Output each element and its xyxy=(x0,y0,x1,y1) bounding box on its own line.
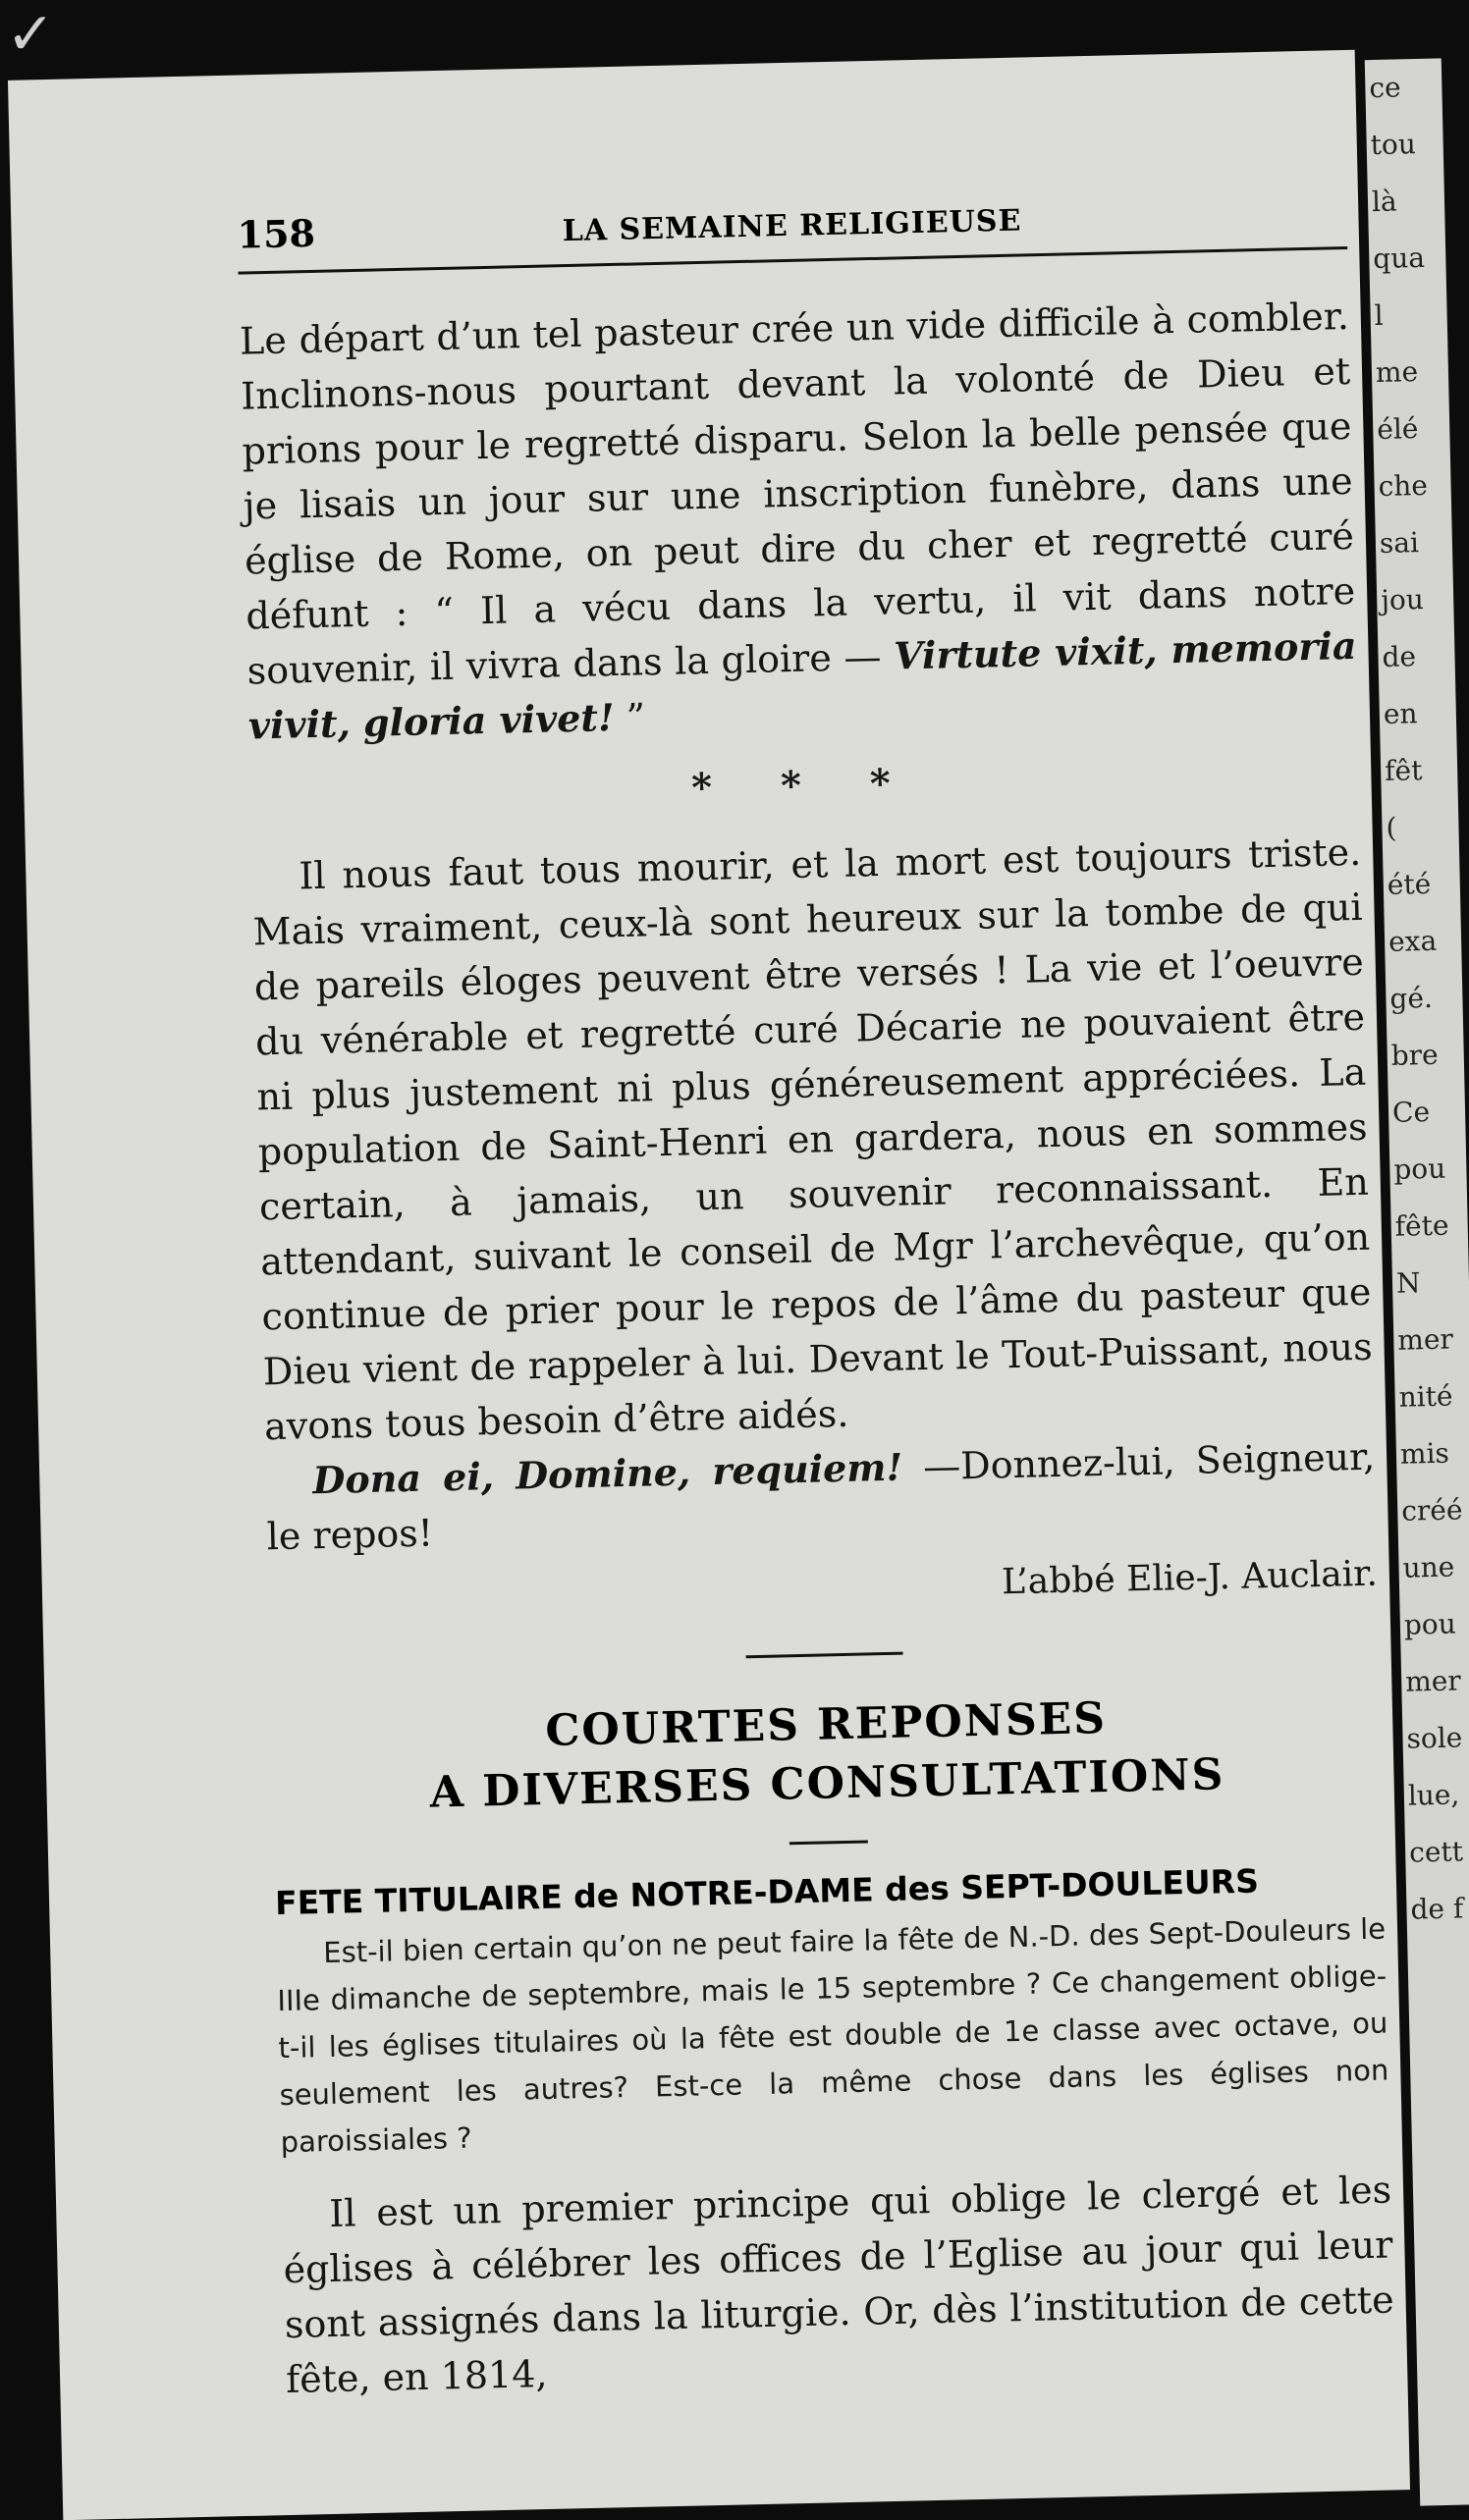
book-page xyxy=(8,50,1410,2520)
adjacent-page-fragment: là xyxy=(1371,185,1398,219)
adjacent-page-fragment: fête xyxy=(1394,1208,1449,1243)
adjacent-page-fragment: cett xyxy=(1408,1835,1464,1869)
check-mark-icon: ✓ xyxy=(6,0,56,69)
adjacent-page-fragment: bre xyxy=(1390,1038,1440,1072)
adjacent-page-fragment: de f xyxy=(1410,1892,1464,1926)
adjacent-page-fragment: ( xyxy=(1386,811,1397,844)
prayer-latin: Dona ei, Domine, requiem! xyxy=(311,1444,903,1503)
page-number: 158 xyxy=(237,210,316,257)
prayer-french: —Donnez-lui, Seigneur, le repos! xyxy=(266,1434,1376,1559)
adjacent-page-fragment: jou xyxy=(1380,582,1425,617)
adjacent-page-fragment: créé xyxy=(1400,1493,1463,1528)
adjacent-page-fragment: Ce xyxy=(1391,1095,1431,1129)
question-paragraph: Est-il bien certain qu’on ne peut faire la fête de N.-D. des Sept-Douleurs le IIIe dimanche de septembre, mais le 15 septembre ? Ce changement oblige-t-il les églises titulaires où la fête est double de 1e classe avec octave, ou seulement les autres? Est-ce la même chose dans les églises non paroissiales ? xyxy=(277,1911,1389,2160)
adjacent-page-fragment: che xyxy=(1378,468,1429,503)
adjacent-page-fragment: mer xyxy=(1396,1322,1454,1357)
adjacent-page-fragment: qua xyxy=(1372,241,1426,276)
adjacent-page-fragment: mer xyxy=(1404,1664,1462,1698)
adjacent-page-fragment: une xyxy=(1402,1550,1455,1584)
author-signature: L’abbé Elie-J. Auclair. xyxy=(1001,1553,1379,1603)
adjacent-page-fragment: sole xyxy=(1406,1721,1463,1755)
page-content xyxy=(237,188,1395,2407)
adjacent-page-fragment: élé xyxy=(1376,412,1419,447)
adjacent-page-fragment: me xyxy=(1375,355,1419,390)
adjacent-page-fragment: lue, xyxy=(1407,1778,1460,1812)
adjacent-page-fragment: l xyxy=(1374,298,1384,333)
adjacent-page-fragment: mis xyxy=(1399,1436,1450,1471)
running-title: LA SEMAINE RELIGIEUSE xyxy=(562,203,1022,249)
paragraph-1-text: Le départ d’un tel pasteur crée un vide difficile à combler. Inclinons-nous pourtant devant la volonté de Dieu et prions pour le regretté disparu. Selon la belle pensée que je lisais un jour sur une inscription funèbre, dans une église de Rome, on peut dire du cher et regretté curé défunt : “ Il a vécu dans la vertu, il vit dans notre souvenir, il vivra dans la gloire — xyxy=(239,294,1356,693)
paragraph-2: Il nous faut tous mourir, et la mort est toujours triste. Mais vraiment, ceux-là sont heureux sur la tombe de qui de pareils éloges peuvent être versés ! La vie et l’oeuvre du vénérable et regretté curé Décarie ne pouvaient être ni plus justement ni plus généreusement appréciées. La population de Saint-Henri en gardera, nous en sommes certain, à jamais, un souvenir reconnaissant. En attendant, suivant le conseil de Mgr l’archevêque, qu’on continue de prier pour le repos de l’âme du pasteur que Dieu vient de rappeler à lui. Devant le Tout-Puissant, nous avons tous besoin d’être aidés. xyxy=(252,830,1374,1449)
section-title-line-1: COURTES REPONSES xyxy=(544,1692,1108,1756)
answer-text xyxy=(282,2162,1396,2407)
closing-quote: ” xyxy=(614,695,646,740)
adjacent-page-fragment: exa xyxy=(1387,924,1438,958)
latin-epitaph: Virtute vixit, memoria vivit, gloria vivet! xyxy=(247,622,1357,748)
title-divider xyxy=(789,1840,868,1845)
adjacent-page-fragment: fêt xyxy=(1384,754,1423,787)
adjacent-page-fragment: pou xyxy=(1403,1607,1457,1641)
question-text xyxy=(276,1905,1390,2167)
section-divider xyxy=(746,1652,903,1659)
adjacent-page-fragment: tou xyxy=(1370,128,1417,162)
adjacent-page-fragment: N xyxy=(1395,1266,1421,1300)
adjacent-page-fragment: pou xyxy=(1393,1152,1446,1186)
answer-paragraph: Il est un premier principe qui oblige le clergé et les églises à célébrer les offices de l’Eglise au jour qui leur sont assignés dans la liturgie. Or, dès l’institution de cette fête, en 1814, xyxy=(283,2168,1395,2402)
question-subheading: FETE TITULAIRE de NOTRE-DAME des SEPT-DOULEURS xyxy=(274,1861,1260,1923)
paragraph-1 xyxy=(239,289,1358,754)
page-header xyxy=(237,188,1347,275)
adjacent-page-fragment: gé. xyxy=(1389,981,1434,1015)
adjacent-page-fragment: ce xyxy=(1369,71,1402,105)
section-break-asterisks: * * * xyxy=(690,760,919,812)
adjacent-page-fragment: nité xyxy=(1398,1379,1453,1414)
adjacent-page-fragment: en xyxy=(1383,697,1418,730)
adjacent-page-fragment: de xyxy=(1382,640,1417,673)
adjacent-page-fragment: sai xyxy=(1379,526,1420,560)
section-title-line-2: A DIVERSES CONSULTATIONS xyxy=(429,1749,1225,1818)
article-body xyxy=(239,289,1378,1627)
section-title xyxy=(271,1684,1383,1827)
adjacent-page-fragment: été xyxy=(1387,867,1432,901)
